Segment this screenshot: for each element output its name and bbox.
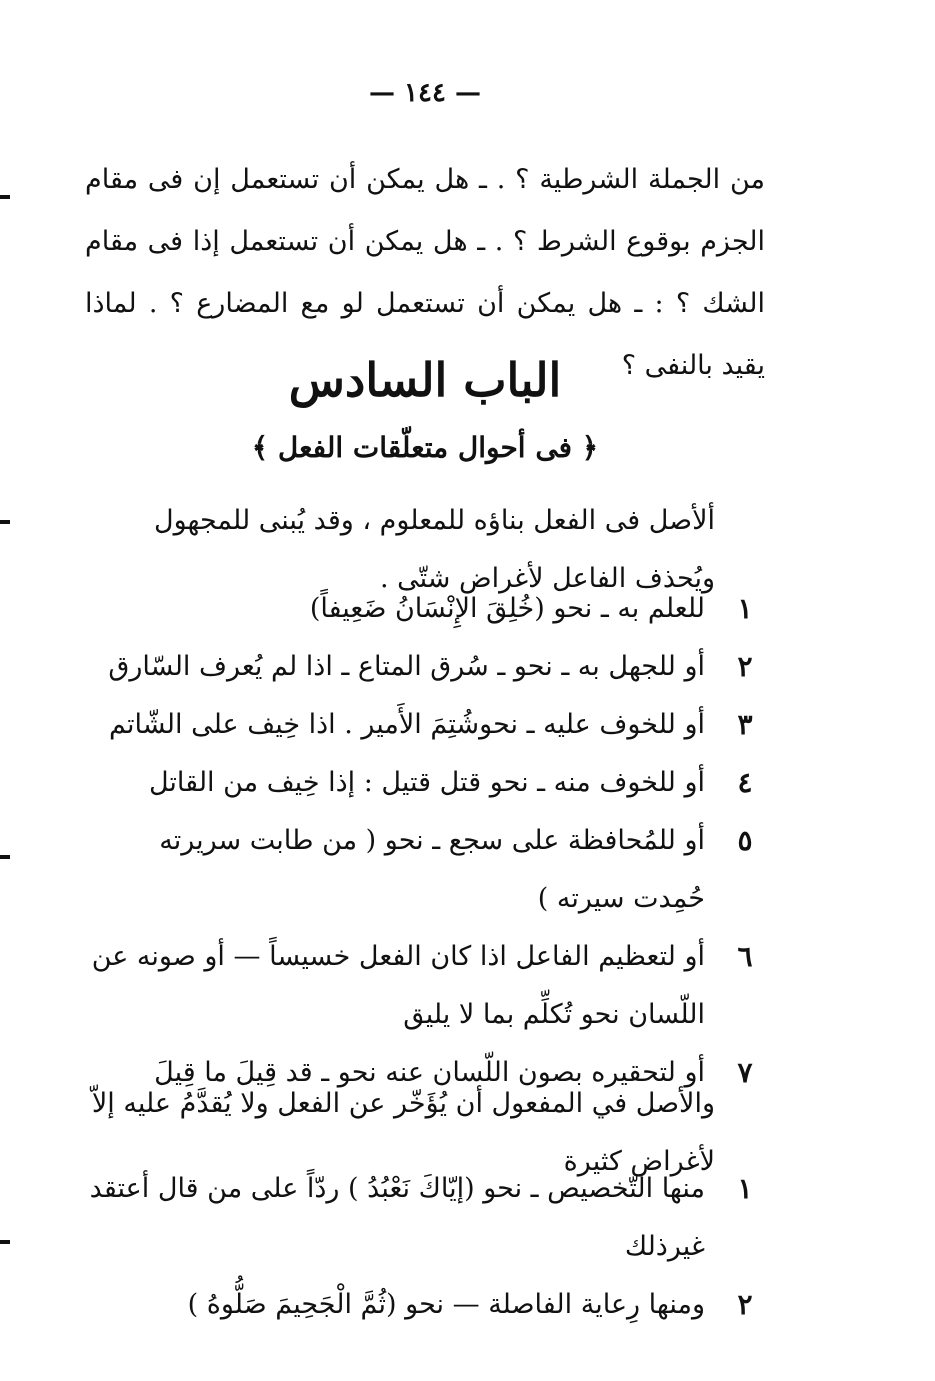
list-item-number: ٣ [737,708,753,741]
object-order-paragraph: والأصل في المفعول أن يُؤَخّر عن الفعل ولا يُقدَّمُ عليه إلاّ لأغراض كثيرة [91,1088,715,1177]
scan-edge-mark [0,855,10,859]
passive-voice-paragraph: ألأصل فى الفعل بناؤه للمعلوم ، وقد يُبنى للمجهول ويُحذف الفاعل لأغراض شتّى . [153,505,715,594]
list-item [85,928,765,1044]
list-item-text: أو للمُحافظة على سجع ـ نحو ( من طابت سريرته حُمِدت سيرته ) [159,825,705,914]
list-item [85,754,765,812]
list-item-number: ٤ [737,766,753,799]
list-item-text: أو للخوف عليه ـ نحوشُتِمَ الأَمير . اذا خِيف على الشّاتم [109,709,705,740]
list-item-text: أو للجهل به ـ نحو ـ سُرق المتاع ـ اذا لم يُعرف السّارق [108,651,705,682]
list-item-text: أو لتحقيره بصون اللّسان عنه نحو ـ قد قِيلَ ما قِيلَ [154,1057,705,1088]
scan-edge-mark [0,520,10,524]
list-item [85,812,765,928]
scan-edge-mark [0,1240,10,1244]
list-item [85,1160,765,1276]
chapter-title: الباب السادس [288,352,562,407]
list-item-number: ٢ [737,650,753,683]
list-item-text: أو للخوف منه ـ نحو قتل قتيل : إذا خِيف من القاتل [148,767,705,798]
list-item-number: ٦ [737,940,753,973]
list-item-text: أو لتعظيم الفاعل اذا كان الفعل خسيساً — أو صونه عن اللّسان نحو تُكلِّم بما لا يليق [91,941,705,1030]
object-fronting-reasons-list [85,1160,765,1334]
list-item-text: للعلم به ـ نحو (خُلِقَ الإِنْسَانُ ضَعِيفاً) [309,593,705,624]
list-item-number: ١ [737,1172,753,1205]
list-item [85,696,765,754]
page-number: — ١٤٤ — [368,78,482,108]
passive-reasons-list [85,580,765,1102]
list-item-number: ٢ [737,1288,753,1321]
list-item-number: ٥ [737,824,753,857]
list-item-text: منها التّخصيص ـ نحو (إيّاكَ نَعْبُدُ ) ردّاً على من قال أعتقد غيرذلك [89,1173,705,1262]
intro-questions-paragraph: من الجملة الشرطية ؟ . ـ هل يمكن أن تستعمل إن فى مقام الجزم بوقوع الشرط ؟ . ـ هل يمكن أن تستعمل إذا فى مقام الشك ؟ : ـ هل يمكن أن تستعمل لو مع المضارع ؟ . لماذا يقيد بالنفى ؟ [85,164,765,381]
list-item-number: ٧ [737,1056,753,1089]
list-item [85,1276,765,1334]
list-item-number: ١ [737,592,753,625]
section-title: ﴿ فى أحوال متعلّقات الفعل ﴾ [251,431,599,465]
list-item-text: ومنها رِعاية الفاصلة — نحو (ثُمَّ الْجَحِيمَ صَلُّوهُ ) [187,1289,705,1320]
list-item [85,638,765,696]
scan-edge-mark [0,195,10,199]
list-item [85,580,765,638]
